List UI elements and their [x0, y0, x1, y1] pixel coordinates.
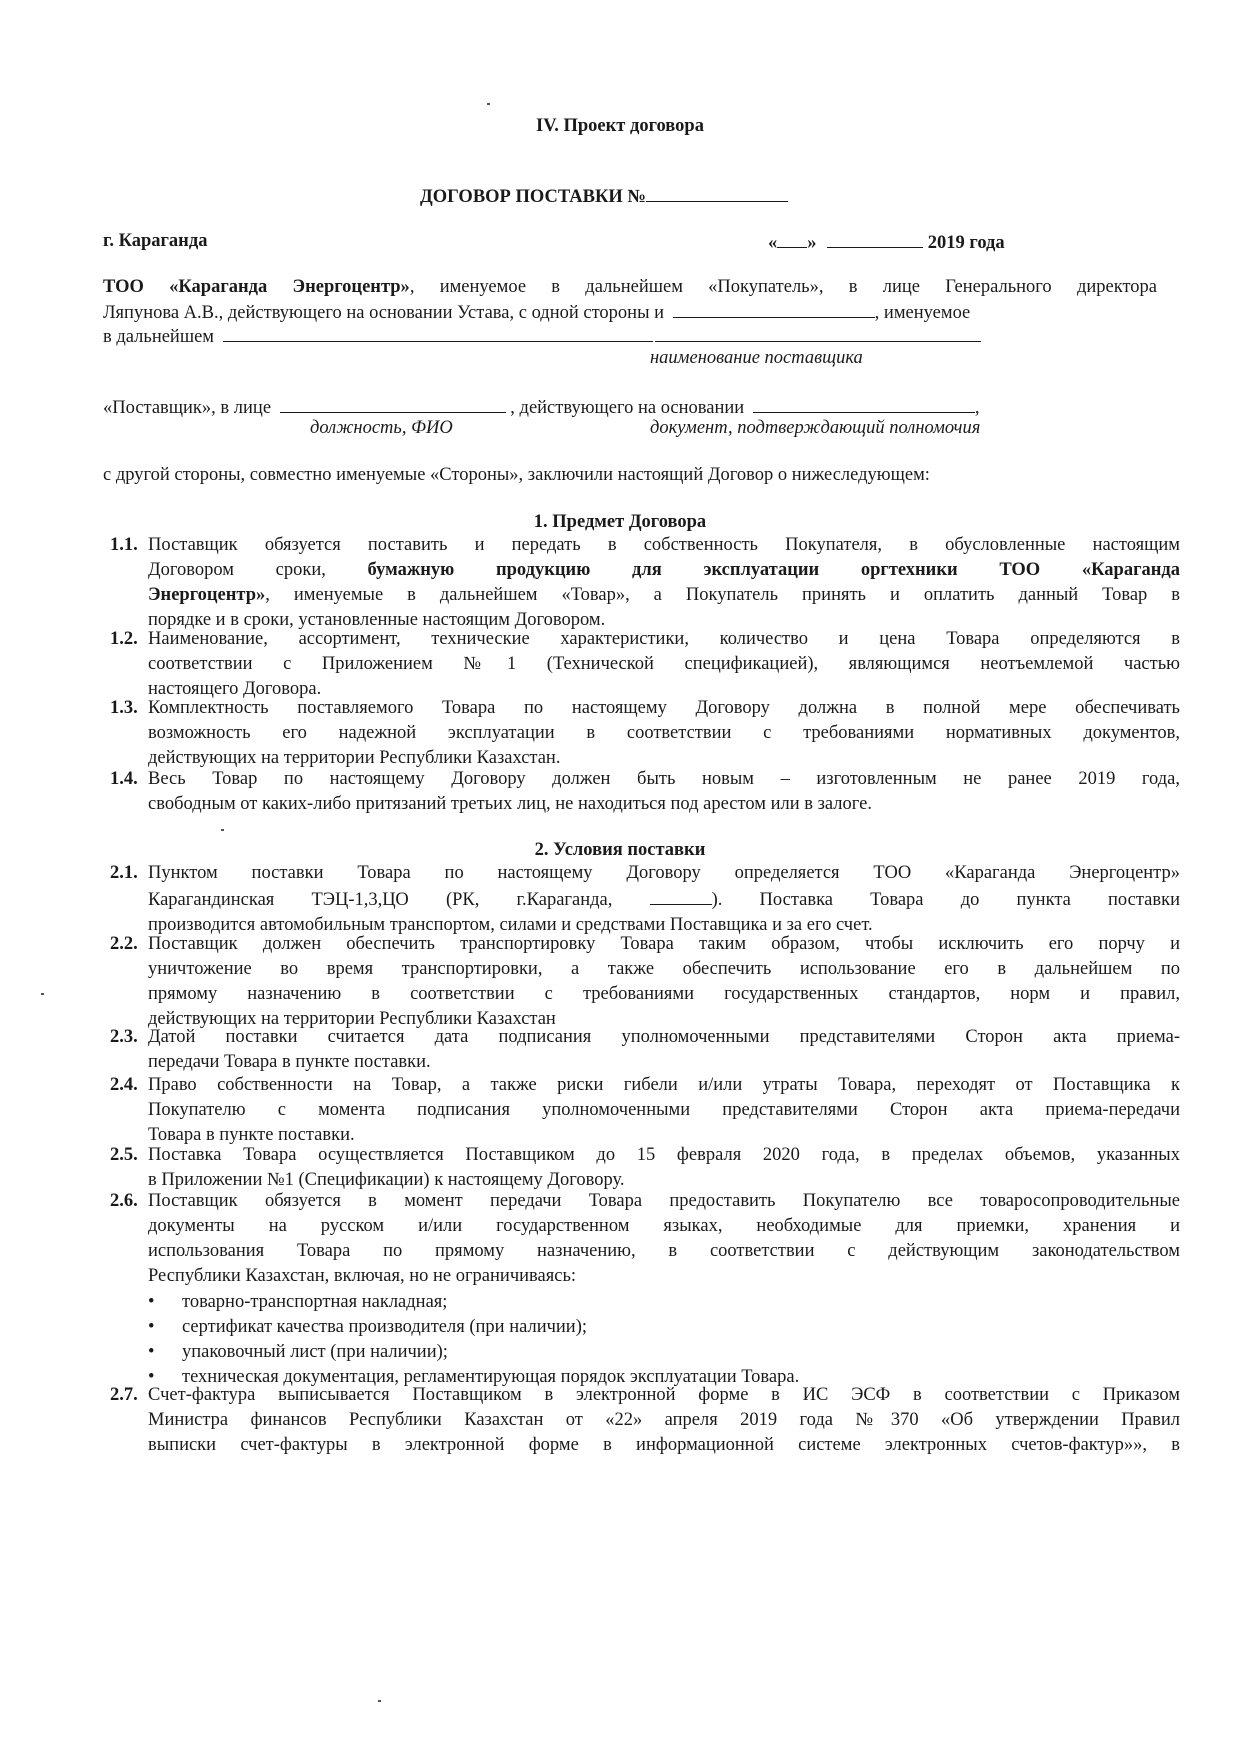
- clause-line: Весь Товар по настоящему Договору должен быть новым – изготовленным не ранее 2019 года,: [148, 769, 1180, 789]
- clause-number: 1.1.: [110, 535, 138, 555]
- clause-line: Счет-фактура выписывается Поставщиком в электронной форме в ИС ЭСФ в соответствии с Приказом: [148, 1385, 1180, 1405]
- date-open-quote: «: [768, 233, 778, 253]
- clause-2-2: [110, 932, 1180, 1032]
- clause-line: Министра финансов Республики Казахстан от «22» апреля 2019 года №370 «Об утверждении Правил: [148, 1410, 1180, 1430]
- supplier-blank-2: [223, 323, 653, 342]
- clause-line: уничтожение во время транспортировки, а также обеспечить использование его в дальнейшем по: [148, 959, 1180, 979]
- month-blank: [827, 229, 923, 248]
- clause-text: Карагандинская ТЭЦ-1,3,ЦО (РК, г.Караганда,: [148, 890, 650, 910]
- clause-1-1: [110, 533, 1180, 633]
- day-blank: [777, 229, 807, 248]
- clause-number: 2.4.: [110, 1075, 138, 1095]
- clause-2-1: [110, 861, 1180, 938]
- caption-position: должность, ФИО: [310, 418, 453, 438]
- clause-text: , именуемые в дальнейшем «Товар», а Покупатель принять и оплатить данный Товар в: [265, 585, 1180, 605]
- preamble-closing: с другой стороны, совместно именуемые «Стороны», заключили настоящий Договор о нижеследующем:: [103, 465, 930, 485]
- clause-number: 1.4.: [110, 769, 138, 789]
- contract-title-text: ДОГОВОР ПОСТАВКИ №: [420, 187, 646, 207]
- clause-2-7: [110, 1383, 1180, 1458]
- supplier-blank-3: [655, 323, 981, 342]
- clause-line: документы на русском и/или государственном языках, необходимые для приемки, хранения и: [148, 1216, 1180, 1236]
- clause-text: ). Поставка Товара до пункта поставки: [711, 890, 1181, 910]
- city: г. Караганда: [103, 231, 208, 251]
- clause-2-4: [110, 1073, 1180, 1148]
- contract-title: [420, 183, 788, 210]
- preamble-line-4-start: «Поставщик», в лице: [103, 398, 272, 418]
- scan-speck: [487, 103, 490, 105]
- list-item: • упаковочный лист (при наличии);: [148, 1340, 1148, 1365]
- clause-1-3: [110, 696, 1180, 771]
- clause-line: использования Товара по прямому назначению, в соответствии с действующим законодательством: [148, 1241, 1180, 1261]
- clause-line: возможность его надежной эксплуатации в соответствии с требованиями нормативных документов,: [148, 723, 1180, 743]
- clause-line: действующих на территории Республики Казахстан.: [148, 748, 561, 768]
- clause-line: Пунктом поставки Товара по настоящему Договору определяется ТОО «Караганда Энергоцентр»: [148, 863, 1180, 883]
- list-item: • сертификат качества производителя (при наличии);: [148, 1315, 1148, 1340]
- clause-number: 2.1.: [110, 863, 138, 883]
- clause-line: в Приложении №1 (Спецификации) к настоящему Договору.: [148, 1170, 625, 1190]
- section-2-title: 2. Условия поставки: [534, 840, 706, 860]
- caption-document: документ, подтверждающий полномочия: [650, 418, 981, 438]
- clause-text: Договором сроки,: [148, 560, 368, 580]
- clause-line: настоящего Договора.: [148, 679, 322, 699]
- clause-line: выписки счет-фактуры в электронной форме в информационной системе электронных счетов-фактур»», в: [148, 1435, 1180, 1455]
- location-blank: [650, 886, 712, 905]
- section-1-title: 1. Предмет Договора: [533, 512, 707, 532]
- preamble-line-4-mid: , действующего на основании: [510, 398, 745, 418]
- clause-line: передачи Товара в пункте поставки.: [148, 1052, 431, 1072]
- clause-number: 2.7.: [110, 1385, 138, 1405]
- clause-line: Поставщик обязуется в момент передачи Товара предоставить Покупателю все товаросопроводительные: [148, 1191, 1180, 1211]
- document-blank: [753, 394, 975, 413]
- clause-line: Датой поставки считается дата подписания уполномоченными представителями Сторон акта приема-: [148, 1027, 1180, 1047]
- date-close-quote: »: [807, 233, 817, 253]
- clause-line: соответствии с Приложением №1 (Технической спецификацией), являющимся неотъемлемой частью: [148, 654, 1180, 674]
- scan-speck: [378, 1700, 381, 1702]
- clause-number: 2.6.: [110, 1191, 138, 1211]
- clause-number: 2.3.: [110, 1027, 138, 1047]
- scan-speck: [221, 829, 224, 831]
- clause-number: 1.3.: [110, 698, 138, 718]
- contract-number-blank: [646, 183, 788, 202]
- clause-number: 2.5.: [110, 1145, 138, 1165]
- clause-line: Покупателю с момента подписания уполномоченными представителями Сторон акта приема-передачи: [148, 1100, 1180, 1120]
- caption-supplier-name: наименование поставщика: [650, 348, 863, 368]
- clause-number: 1.2.: [110, 629, 138, 649]
- buyer-name: ТОО «Караганда Энергоцентр»: [103, 277, 410, 297]
- preamble-line-3-text: в дальнейшем: [103, 327, 214, 347]
- contract-date: [768, 229, 1005, 256]
- clause-line: Поставка Товара осуществляется Поставщиком до 15 февраля 2020 года, в пределах объемов, указанных: [148, 1145, 1180, 1165]
- list-item: • товарно-транспортная накладная;: [148, 1290, 1148, 1315]
- preamble-line-4-end: ,: [974, 398, 980, 418]
- date-year: 2019 года: [927, 233, 1005, 253]
- preamble-line-1: [103, 275, 1157, 300]
- clause-line: Комплектность поставляемого Товара по настоящему Договору должна в полной мере обеспечивать: [148, 698, 1180, 718]
- scan-speck: [41, 993, 44, 995]
- clause-2-5: [110, 1143, 1180, 1193]
- clause-line: производится автомобильным транспортом, силами и средствами Поставщика и за его счет.: [148, 915, 873, 935]
- product-name: бумажную продукцию для эксплуатации оргтехники ТОО «Караганда: [367, 560, 1181, 580]
- buyer-name-ref: Энергоцентр»: [148, 585, 266, 605]
- document-list: [148, 1290, 1148, 1390]
- position-blank: [280, 394, 506, 413]
- clause-line: Республики Казахстан, включая, но не ограничиваясь:: [148, 1266, 577, 1286]
- clause-number: 2.2.: [110, 934, 138, 954]
- clause-line: Наименование, ассортимент, технические характеристики, количество и цена Товара определяются в: [148, 629, 1180, 649]
- preamble-line-2-start: Ляпунова А.В., действующего на основании Устава, с одной стороны и: [103, 303, 665, 323]
- clause-line: порядке и в сроки, установленные настоящим Договором.: [148, 610, 606, 630]
- clause-line: [148, 558, 1180, 583]
- clause-line: Товара в пункте поставки.: [148, 1125, 355, 1145]
- clause-line: прямому назначению в соответствии с требованиями государственных стандартов, норм и правил,: [148, 984, 1180, 1004]
- preamble-line-2-end: , именуемое: [874, 303, 971, 323]
- clause-line: [148, 886, 1180, 913]
- clause-line: [148, 583, 1180, 608]
- section-heading: IV. Проект договора: [536, 116, 704, 136]
- clause-line: Поставщик должен обеспечить транспортировку Товара таким образом, чтобы исключить его порчу и: [148, 934, 1180, 954]
- clause-line: свободным от каких-либо притязаний третьих лиц, не находиться под арестом или в залоге.: [148, 794, 872, 814]
- preamble-line-2: [103, 299, 1157, 326]
- clause-line: Поставщик обязуется поставить и передать в собственность Покупателя, в обусловленные настоящим: [148, 535, 1180, 555]
- supplier-blank-1: [673, 299, 875, 318]
- clause-line: Право собственности на Товар, а также риски гибели и/или утраты Товара, переходят от Поставщика к: [148, 1075, 1180, 1095]
- clause-line: действующих на территории Республики Казахстан: [148, 1009, 556, 1029]
- list-item: • техническая документация, регламентирующая порядок эксплуатации Товара.: [148, 1365, 1148, 1390]
- clause-1-2: [110, 627, 1180, 702]
- clause-1-4: [110, 767, 1180, 817]
- clause-2-3: [110, 1025, 1180, 1075]
- clause-2-6: [110, 1189, 1180, 1289]
- preamble-line-1-rest: , именуемое в дальнейшем «Покупатель», в лице Генерального директора: [409, 277, 1158, 297]
